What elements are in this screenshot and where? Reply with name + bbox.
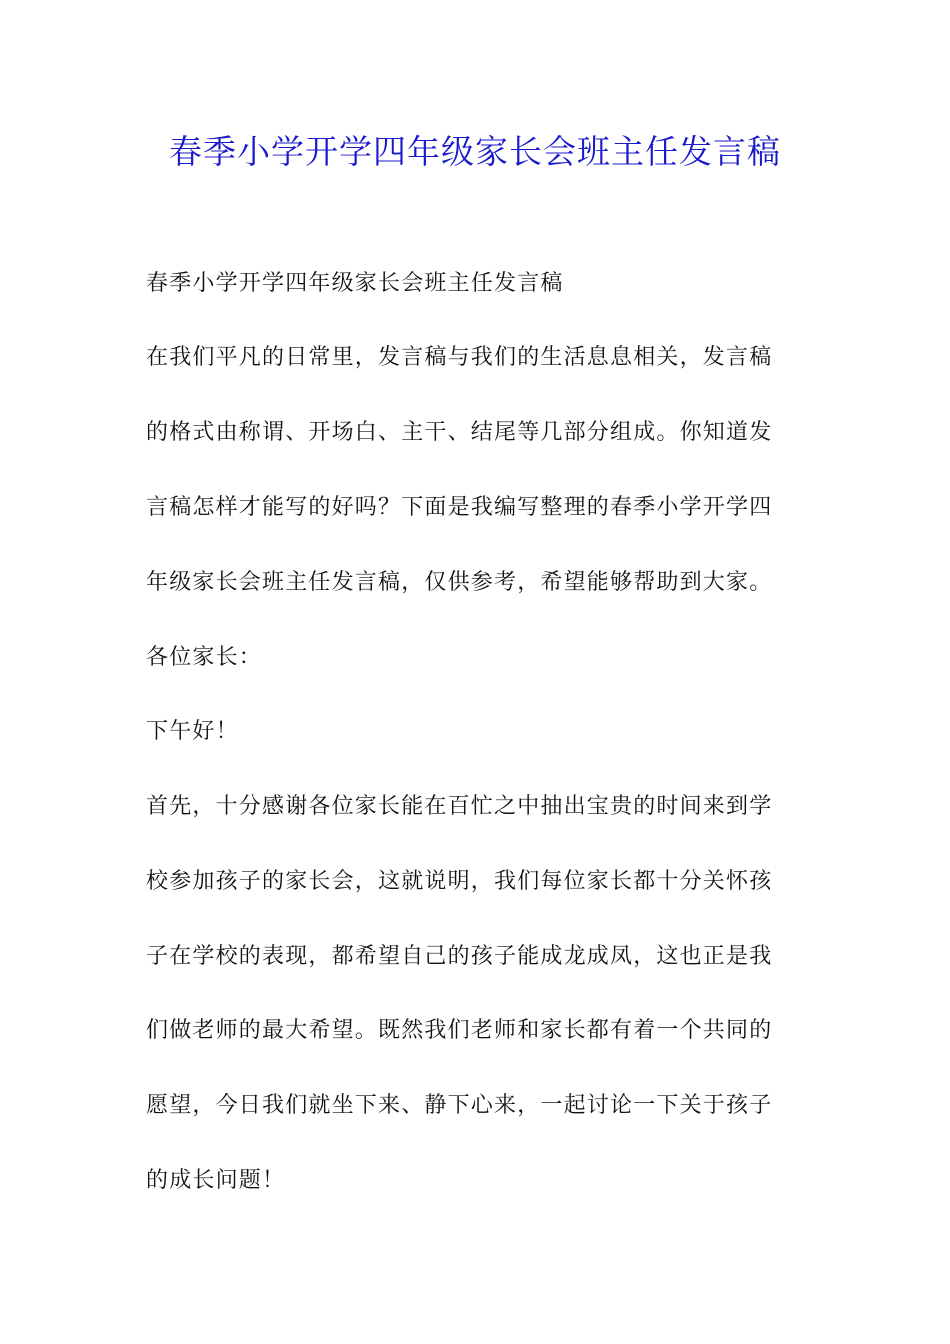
paragraph-line: 首先，十分感谢各位家长能在百忙之中抽出宝贵的时间来到学 <box>146 794 773 819</box>
paragraph-line: 年级家长会班主任发言稿，仅供参考，希望能够帮助到大家。 <box>146 570 773 595</box>
paragraph-line: 们做老师的最大希望。既然我们老师和家长都有着一个共同的 <box>146 1018 773 1043</box>
paragraph-line: 的成长问题！ <box>146 1168 286 1193</box>
greeting-line: 下午好！ <box>146 719 239 744</box>
paragraph-line: 校参加孩子的家长会，这就说明，我们每位家长都十分关怀孩 <box>146 869 773 894</box>
paragraph-line: 在我们平凡的日常里，发言稿与我们的生活息息相关，发言稿 <box>146 345 773 370</box>
salutation-line: 各位家长： <box>146 645 263 670</box>
subtitle-line: 春季小学开学四年级家长会班主任发言稿 <box>146 271 564 296</box>
paragraph-line: 愿望，今日我们就坐下来、静下心来，一起讨论一下关于孩子 <box>146 1093 773 1118</box>
paragraph-line: 子在学校的表现，都希望自己的孩子能成龙成凤，这也正是我 <box>146 944 773 969</box>
paragraph-line: 言稿怎样才能写的好吗？下面是我编写整理的春季小学开学四 <box>146 495 773 520</box>
paragraph-line: 的格式由称谓、开场白、主干、结尾等几部分组成。你知道发 <box>146 420 773 445</box>
document-title: 春季小学开学四年级家长会班主任发言稿 <box>169 132 781 171</box>
